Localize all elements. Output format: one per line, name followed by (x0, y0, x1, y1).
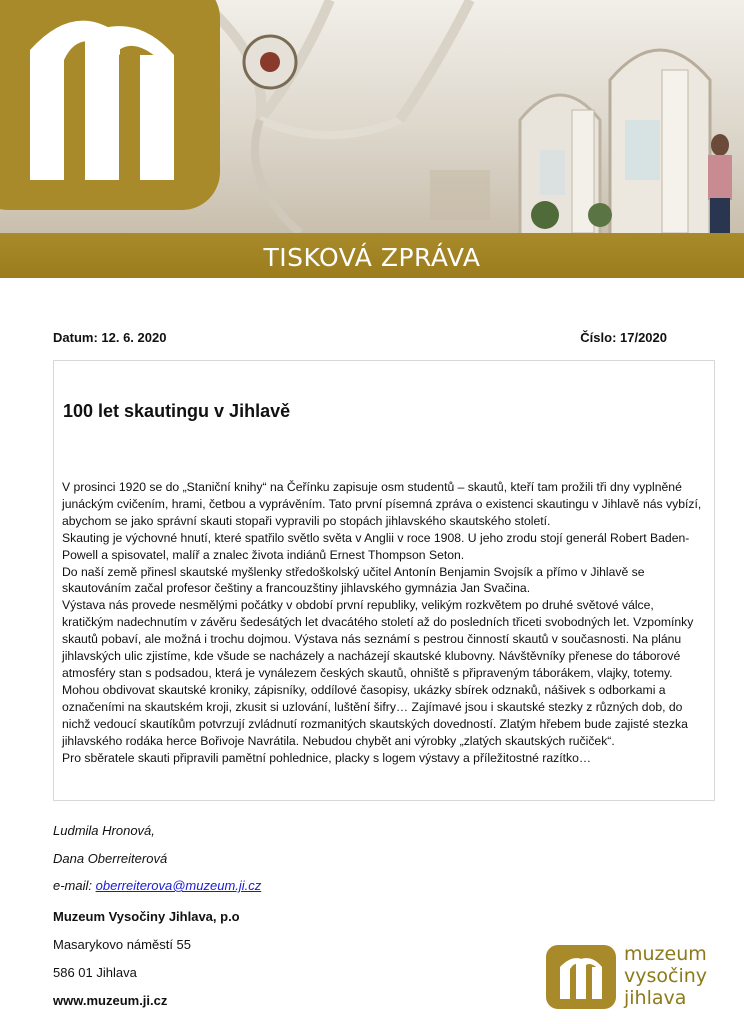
meta-row (53, 330, 667, 350)
street-address: Masarykovo náměstí 55 (53, 937, 192, 952)
museum-logo-text (624, 943, 707, 1009)
article-paragraph: Výstava nás provede nesmělými počátky v období první republiky, velikým rozkvětem po druhé světové válce, kratičkým nadechnutím v závěru šedesátých let dvacátého století až do posledních třiceti svobodných let. Vzpomínky skautů pobaví, ale možná i trochu dojmou. Výstava nás seznámí s pestrou činností skautů v současnosti. Na plánu jihlavských ulic zjistíme, kde všude se nacházely a nacházejí skautské klubovny. Návštěvníky přenese do táborové atmosféry stan s podsadou, která je vynálezem českých skautů, ohniště s připraveným táborákem, vlajky, totemy. Mohou obdivovat skautské kroniky, zápisníky, oddílové časopisy, ukázky sbírek odznaků, nášivek s odborkami a označeními na skautském kroji, zkusit si uzlování, luštění šifry… Zajímavé jsou i skautské stezky z různých dob, do nichž vedoucí skautíkům potvrzují zvládnutí rozmanitých skautských dovedností. Zlatým hřebem bude zajisté stezka jihlavského rodáka herce Bořivoje Navrátila. Nebudou chybět ani výrobky „zlatých skautských ručiček“. (62, 598, 694, 748)
article-paragraph: Pro sběratele skauti připravili pamětní pohlednice, placky s logem výstavy a příležitostné razítko… (62, 750, 592, 765)
email-label: e-mail: (53, 878, 96, 893)
email-line (53, 878, 261, 893)
article-paragraph: V prosinci 1920 se do „Staniční knihy“ na Čeřínku zapisuje osm studentů – skautů, kteří tam prožili tři dny vyplněné junáckým cvičením, hrami, četbou a vyprávěním. Tato první písemná zpráva o existenci skautingu v Jihlavě nás vybízí, abychom se jako správní skauti stopaři vypravili po stopách jihlavského skautského století. (62, 480, 702, 528)
release-date: Datum: 12. 6. 2020 (53, 330, 167, 345)
museum-logo-icon (546, 945, 616, 1009)
website[interactable]: www.muzeum.ji.cz (53, 993, 168, 1008)
logo-line-1: muzeum (624, 943, 707, 965)
article-title: 100 let skautingu v Jihlavě (63, 401, 291, 421)
banner-title: TISKOVÁ ZPRÁVA (263, 243, 481, 272)
museum-logo (546, 935, 716, 1015)
city-address: 586 01 Jihlava (53, 965, 137, 980)
article-box (53, 360, 715, 801)
header-banner (0, 0, 744, 278)
release-number: Číslo: 17/2020 (580, 330, 667, 345)
email-link[interactable]: oberreiterova@muzeum.ji.cz (95, 878, 262, 893)
article-paragraph: Skauting je výchovné hnutí, které spatřilo světlo světa v Anglii v roce 1908. U jeho zrodu stojí generál Robert Baden- Powell a spisovatel, malíř a znalec života indiánů Ernest Thompson Seton. (62, 530, 690, 562)
organization-name: Muzeum Vysočiny Jihlava, p.o (53, 909, 240, 924)
museum-logo-mark-large (0, 0, 220, 210)
banner-photo (0, 0, 744, 233)
author-1: Ludmila Hronová, (53, 823, 155, 838)
logo-line-3: jihlava (624, 987, 687, 1009)
article-paragraph: Do naší země přinesl skautské myšlenky středoškolský učitel Antonín Benjamin Svojsík a přímo v Jihlavě se skautováním začal profesor češtiny a francouzštiny jihlavského gymnázia Jan Svačina. (62, 564, 645, 596)
logo-line-2: vysočiny (624, 965, 708, 987)
article-body (62, 479, 708, 766)
author-2: Dana Oberreiterová (53, 851, 168, 866)
